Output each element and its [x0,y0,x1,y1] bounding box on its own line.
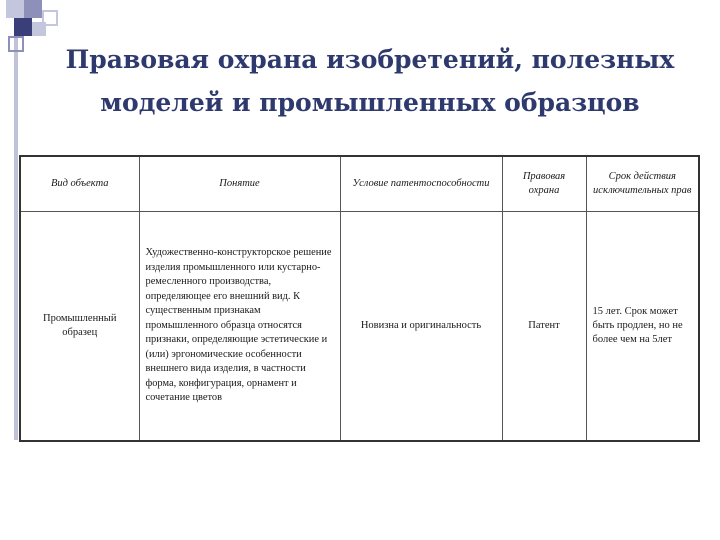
header-object: Вид объекта [20,156,139,212]
header-concept: Понятие [139,156,340,212]
deco-square-dark [14,18,32,36]
title-line-1: Правовая охрана изобретений, полезных [65,45,675,74]
protection-table [19,155,700,442]
header-term: Срок действия исключительных прав [586,156,699,212]
page-title [40,38,700,124]
deco-square-mid [24,0,42,18]
table-header-row [20,156,699,212]
cell-concept: Художественно-конструкторское решение изделия промышленного или кустарно-ремесленного производства, определяющее его внешний вид. К существенным признакам промышленного образца относятся признаки, определяющие эстетические и (или) эргономические особенности внешнего вида изделия, в частности форма, конфигурация, орнамент и сочетание цветов [139,212,340,442]
cell-protection: Патент [502,212,586,442]
deco-vertical-bar [14,36,18,440]
header-protection: Правовая охрана [502,156,586,212]
title-line-2: моделей и промышленных образцов [100,88,640,117]
cell-object: Промышленный образец [20,212,139,442]
deco-square-light [6,0,24,18]
deco-square-light [32,22,46,36]
cell-term: 15 лет. Срок может быть продлен, но не более чем на 5лет [586,212,699,442]
cell-condition: Новизна и оригинальность [340,212,502,442]
header-condition: Условие патентоспособности [340,156,502,212]
table-row [20,212,699,442]
